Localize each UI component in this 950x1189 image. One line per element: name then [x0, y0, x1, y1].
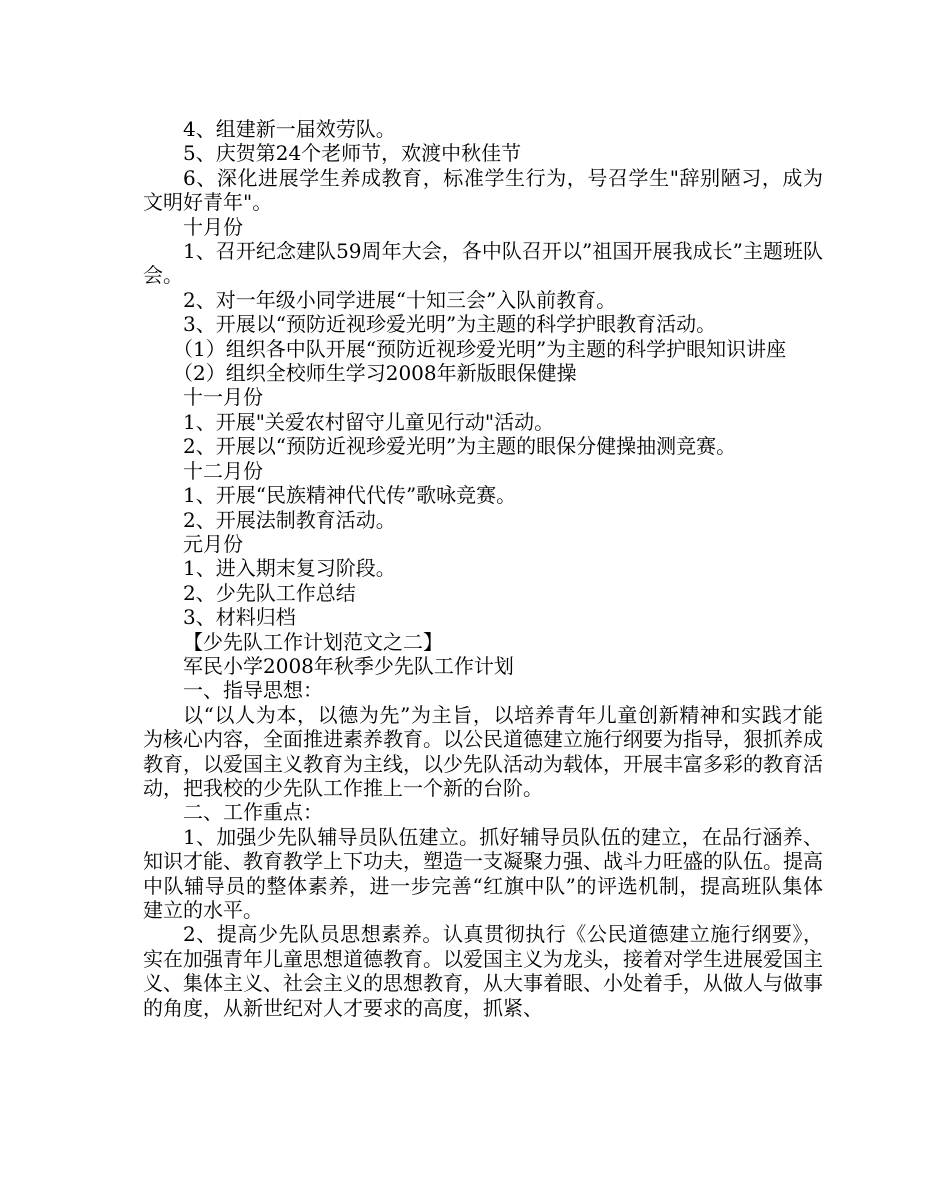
paragraph: 以“以人为本，以德为先”为主旨，以培养青年儿童创新精神和实践才能为核心内容，全面推进素养教育。以公民道德建立施行纲要为指导，狠抓养成教育，以爱国主义教育为主线，以少先队活动为载体，开展丰富多彩的教育活动，把我校的少先队工作推上一个新的台阶。 — [143, 702, 823, 800]
paragraph: 【少先队工作计划范文之二】 — [183, 629, 443, 654]
paragraph: 军民小学2008年秋季少先队工作计划 — [183, 653, 514, 678]
paragraph: 2、少先队工作总结 — [183, 580, 356, 605]
paragraph: 十一月份 — [183, 385, 263, 410]
paragraph: 二、工作重点： — [183, 800, 323, 825]
paragraph: 3、材料归档 — [183, 605, 296, 630]
paragraph: 一、指导思想： — [183, 678, 323, 703]
paragraph: 元月份 — [183, 531, 243, 556]
paragraph: （2）组织全校师生学习2008年新版眼保健操 — [173, 361, 577, 386]
paragraph: 1、加强少先队辅导员队伍建立。抓好辅导员队伍的建立，在品行涵养、知识才能、教育教学上下功夫，塑造一支凝聚力强、战斗力旺盛的队伍。提高中队辅导员的整体素养，进一步完善“红旗中队”的评选机制，提高班队集体建立的水平。 — [143, 824, 823, 922]
paragraph: 3、开展以“预防近视珍爱光明”为主题的科学护眼教育活动。 — [183, 312, 717, 337]
paragraph: 2、开展以“预防近视珍爱光明”为主题的眼保分健操抽测竞赛。 — [183, 434, 737, 459]
document-page — [143, 117, 823, 1020]
paragraph: 十二月份 — [183, 458, 263, 483]
paragraph: 6、深化进展学生养成教育，标准学生行为，号召学生"辞别陋习，成为文明好青年"。 — [143, 165, 823, 215]
paragraph: （1）组织各中队开展“预防近视珍爱光明”为主题的科学护眼知识讲座 — [173, 336, 787, 361]
paragraph: 1、开展“民族精神代代传”歌咏竞赛。 — [183, 483, 517, 508]
paragraph: 2、对一年级小同学进展“十知三会”入队前教育。 — [183, 287, 617, 312]
paragraph: 5、庆贺第24个老师节，欢渡中秋佳节 — [183, 141, 522, 166]
paragraph: 十月份 — [183, 214, 243, 239]
paragraph: 4、组建新一届效劳队。 — [183, 117, 396, 141]
paragraph: 1、召开纪念建队59周年大会，各中队召开以”祖国开展我成长”主题班队会。 — [143, 239, 823, 288]
paragraph: 2、开展法制教育活动。 — [183, 507, 396, 532]
paragraph: 2、提高少先队员思想素养。认真贯彻执行《公民道德建立施行纲要》，实在加强青年儿童思想道德教育。以爱国主义为龙头，接着对学生进展爱国主义、集体主义、社会主义的思想教育，从大事着眼、小处着手，从做人与做事的角度，从新世纪对人才要求的高度，抓紧、 — [143, 922, 823, 1020]
paragraph: 1、进入期末复习阶段。 — [183, 556, 396, 581]
paragraph: 1、开展"关爱农村留守儿童见行动"活动。 — [183, 409, 555, 434]
